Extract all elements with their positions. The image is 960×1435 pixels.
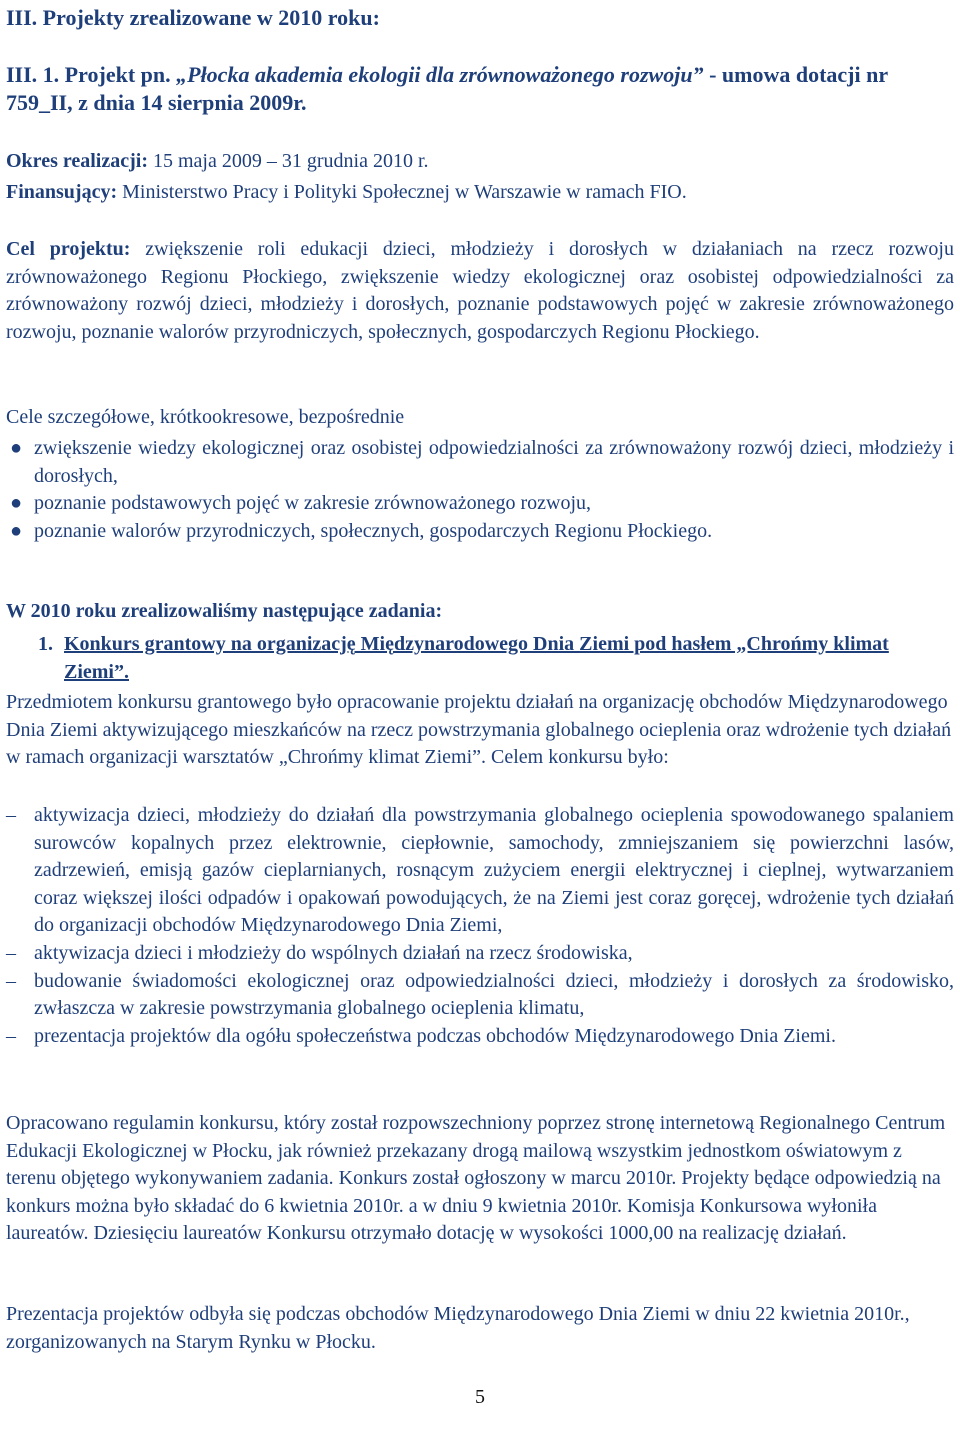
- dash-icon: –: [6, 941, 16, 964]
- okres-value: 15 maja 2009 – 31 grudnia 2010 r.: [148, 150, 429, 172]
- opracowano-paragraph: Opracowano regulamin konkursu, który został rozpowszechniony poprzez stronę internetową Regionalnego Centrum Edukacji Ekologicznej w Płocku, jak również przekazany drogą mailową wszystkim jednostkom oświatowym z terenu objętego wykonywaniem zadania. Konkurs został ogłoszony w marcu 2010r. Projekty będące odpowiedzią na konkurs można było składać do 6 kwietnia 2010r. a w dniu 9 kwietnia 2010r. Komisja Konkursowa wyłoniła laureatów. Dziesięciu laureatów Konkursu otrzymało dotację w wysokości 1000,00 na realizację działań.: [6, 1112, 946, 1245]
- page-number: 5: [475, 1386, 485, 1408]
- finansujacy: [6, 179, 687, 207]
- dash-icon: –: [6, 969, 16, 992]
- cele-szczegolowe-list: [6, 435, 954, 545]
- bullet-icon: ●: [10, 437, 23, 459]
- okres-label: Okres realizacji:: [6, 150, 148, 172]
- list-item: – aktywizacja dzieci, młodzieży do działań dla powstrzymania globalnego ocieplenia spowodowanego spalaniem surowców kopalnych przez elektrownie, ciepłownie, samochody, zmniejszaniem się powierzchni lasów, zadrzewień, emisją gazów cieplarnianych, rosnącym zużyciem energii elektrycznej i cieplnej, wytwarzaniem coraz większej ilości odpadów i opakowań powodujących, że na Ziemi jest coraz goręcej, wdrożenie tych działań do organizacji obchodów Międzynarodowego Dnia Ziemi,: [6, 804, 954, 937]
- project-name: „Płocka akademia ekologii dla zrównoważonego rozwoju”: [176, 62, 704, 87]
- list-item: ● poznanie walorów przyrodniczych, społecznych, gospodarczych Regionu Płockiego.: [6, 518, 954, 546]
- task-number: 1.: [38, 633, 53, 655]
- cele-konkursu-list: [6, 802, 954, 1050]
- project-title-suffix: - umowa dotacji nr 759_II, z dnia 14 sierpnia 2009r.: [6, 62, 888, 115]
- task-title: Konkurs grantowy na organizację Międzynarodowego Dnia Ziemi pod hasłem „Chrońmy klimat Ziemi”.: [64, 633, 889, 683]
- okres-realizacji: [6, 148, 429, 176]
- cel-value: zwiększenie roli edukacji dzieci, młodzieży i dorosłych w działaniach na rzecz rozwoju zrównoważonego Regionu Płockiego, zwiększenie wiedzy ekologicznej oraz osobistej odpowiedzialności za zrównoważony rozwój dzieci, młodzieży i dorosłych, poznanie podstawowych pojęć w zakresie zrównoważonego rozwoju, poznanie walorów przyrodniczych, społecznych, gospodarczych Regionu Płockiego.: [6, 238, 954, 343]
- finansujacy-value: Ministerstwo Pracy i Polityki Społecznej w Warszawie w ramach FIO.: [117, 181, 687, 203]
- list-item: – budowanie świadomości ekologicznej oraz odpowiedzialności dzieci, młodzieży i dorosłych za środowisko, zwłaszcza w zakresie powstrzymania globalnego ocieplenia klimatu,: [6, 969, 954, 1020]
- bullet-icon: ●: [10, 519, 23, 542]
- project-title-prefix: III. 1. Projekt pn.: [6, 62, 177, 87]
- finansujacy-label: Finansujący:: [6, 181, 118, 203]
- list-item: ● zwiększenie wiedzy ekologicznej oraz osobistej odpowiedzialności za zrównoważony rozwój dzieci, młodzieży i dorosłych,: [10, 437, 954, 487]
- zadania-title: W 2010 roku zrealizowaliśmy następujące zadania:: [6, 600, 443, 622]
- prezentacja-paragraph: Prezentacja projektów odbyła się podczas obchodów Międzynarodowego Dnia Ziemi w dniu 22 kwietnia 2010r., zorganizowanych na Starym Rynku w Płocku.: [6, 1303, 910, 1353]
- list-item: ● poznanie podstawowych pojęć w zakresie zrównoważonego rozwoju,: [6, 490, 954, 518]
- przedmiot-paragraph: Przedmiotem konkursu grantowego było opracowanie projektu działań na organizację obchodów Międzynarodowego Dnia Ziemi aktywizującego mieszkańców na rzecz powstrzymania globalnego ocieplenia oraz wdrożenie tych działań w ramach organizacji warsztatów „Chrońmy klimat Ziemi”. Celem konkursu było:: [6, 691, 952, 769]
- cel-projektu: [6, 236, 954, 346]
- section-title: III. Projekty zrealizowane w 2010 roku:: [6, 5, 380, 30]
- dash-icon: –: [6, 804, 16, 826]
- project-title: [6, 61, 954, 117]
- list-item: – prezentacja projektów dla ogółu społeczeństwa podczas obchodów Międzynarodowego Dnia Ziemi.: [6, 1023, 954, 1051]
- dash-icon: –: [6, 1024, 16, 1047]
- list-item: – aktywizacja dzieci i młodzieży do wspólnych działań na rzecz środowiska,: [6, 940, 954, 968]
- cel-label: Cel projektu:: [6, 238, 131, 260]
- cele-szczegolowe-title: Cele szczegółowe, krótkookresowe, bezpośrednie: [6, 406, 405, 428]
- bullet-icon: ●: [10, 492, 23, 515]
